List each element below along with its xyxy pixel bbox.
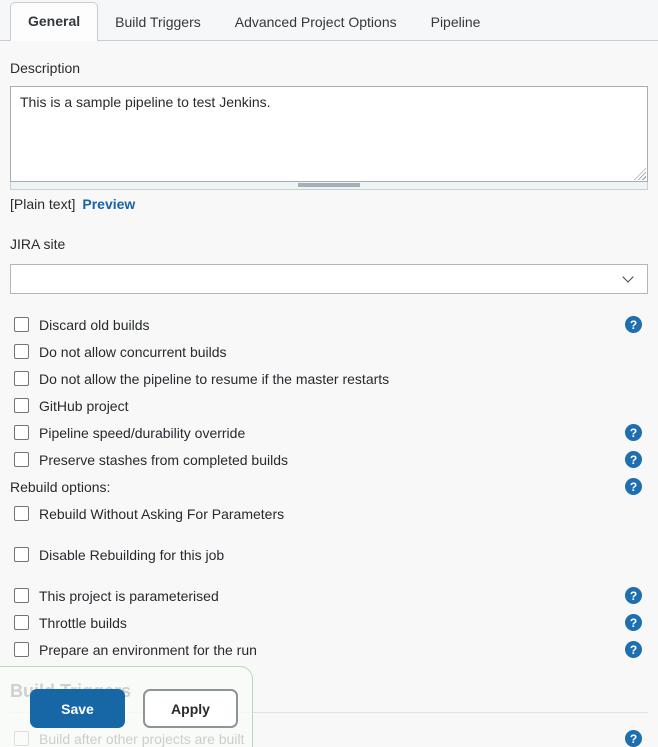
parameterised-checkbox[interactable]	[14, 588, 29, 603]
preserve-stashes-checkbox[interactable]	[14, 452, 29, 467]
tab-general[interactable]: General	[10, 2, 98, 41]
option-row-speed-durability	[10, 419, 648, 446]
option-row-prepare-environment	[10, 636, 648, 663]
help-icon[interactable]: ?	[625, 478, 642, 495]
disable-rebuilding-checkbox[interactable]	[14, 547, 29, 562]
help-icon[interactable]: ?	[625, 424, 642, 441]
option-label: Do not allow the pipeline to resume if the master restarts	[39, 370, 390, 387]
speed-durability-checkbox[interactable]	[14, 425, 29, 440]
help-icon[interactable]: ?	[625, 641, 642, 658]
help-icon[interactable]: ?	[625, 614, 642, 631]
option-label: Throttle builds	[39, 614, 127, 631]
jira-site-label: JIRA site	[10, 236, 66, 252]
config-tabbar	[0, 0, 658, 41]
option-row-no-concurrent-builds	[10, 338, 648, 365]
option-label: GitHub project	[39, 397, 129, 414]
jira-site-select[interactable]	[10, 264, 648, 294]
option-label: Pipeline speed/durability override	[39, 424, 246, 441]
option-row-github-project	[10, 392, 648, 419]
no-concurrent-builds-checkbox[interactable]	[14, 344, 29, 359]
option-label: This project is parameterised	[39, 587, 219, 604]
option-row-parameterised	[10, 582, 648, 609]
help-icon[interactable]: ?	[625, 587, 642, 604]
github-project-checkbox[interactable]	[14, 398, 29, 413]
drag-grip-icon	[298, 183, 360, 187]
option-label: Prepare an environment for the run	[39, 641, 257, 658]
help-icon[interactable]: ?	[625, 316, 642, 333]
option-label: Preserve stashes from completed builds	[39, 451, 288, 468]
option-label: Do not allow concurrent builds	[39, 343, 227, 360]
rebuild-options-label: Rebuild options:	[10, 478, 111, 495]
no-resume-checkbox[interactable]	[14, 371, 29, 386]
option-row-rebuild-without-asking	[10, 500, 648, 527]
discard-old-builds-checkbox[interactable]	[14, 317, 29, 332]
option-row-discard-old-builds	[10, 311, 648, 338]
preview-link[interactable]: Preview	[82, 196, 136, 212]
tab-advanced-project-options[interactable]: Advanced Project Options	[234, 14, 397, 30]
rebuild-without-asking-checkbox[interactable]	[14, 506, 29, 521]
help-icon[interactable]: ?	[625, 451, 642, 468]
help-icon[interactable]: ?	[625, 730, 642, 747]
tab-build-triggers[interactable]: Build Triggers	[115, 14, 201, 30]
tab-pipeline[interactable]: Pipeline	[430, 14, 481, 30]
text-mode-label: [Plain text]	[10, 196, 76, 212]
option-label: Discard old builds	[39, 316, 150, 333]
option-row-throttle-builds	[10, 609, 648, 636]
textarea-drag-bar[interactable]	[10, 182, 648, 190]
option-row-preserve-stashes	[10, 446, 648, 473]
save-button[interactable]: Save	[30, 689, 125, 728]
prepare-environment-checkbox[interactable]	[14, 642, 29, 657]
config-content	[0, 60, 658, 747]
description-textarea[interactable]	[10, 86, 648, 182]
apply-button[interactable]: Apply	[143, 689, 238, 728]
rebuild-options-row	[10, 473, 648, 500]
option-label: Rebuild Without Asking For Parameters	[39, 505, 285, 522]
option-row-disable-rebuilding	[10, 541, 648, 568]
options-list	[10, 311, 648, 663]
save-apply-panel	[0, 666, 253, 747]
option-row-no-resume	[10, 365, 648, 392]
throttle-builds-checkbox[interactable]	[14, 615, 29, 630]
description-label: Description	[10, 60, 81, 76]
option-label: Disable Rebuilding for this job	[39, 546, 225, 563]
